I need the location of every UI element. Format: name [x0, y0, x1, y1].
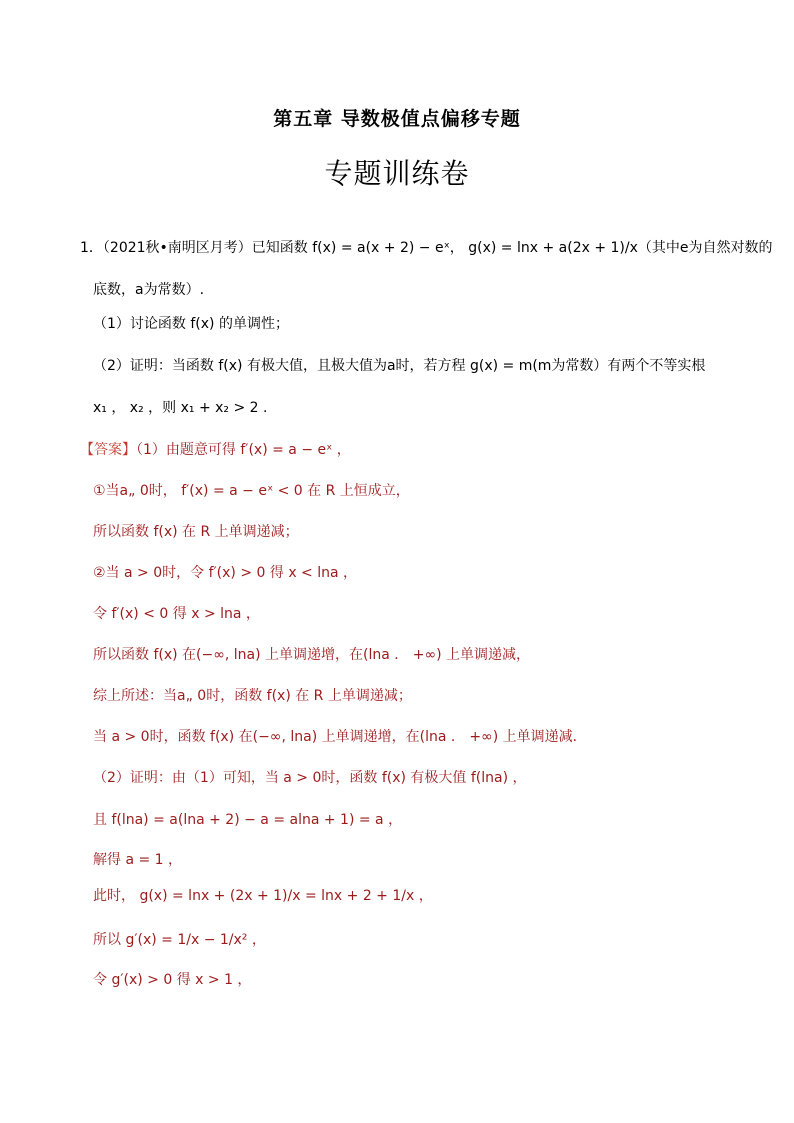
answer-case-1: ①当a„ 0时， f′(x) = a − eˣ < 0 在 R 上恒成立，: [93, 483, 410, 499]
answer-part2-line-5: 所以 g′(x) = 1/x − 1/x² ，: [93, 932, 266, 948]
answer-first-line: [80, 440, 351, 460]
answer-part2-line-3: 解得 a = 1 ，: [93, 852, 183, 868]
problem-line-1: 1．（2021秋•南明区月考）已知函数 f(x) = a(x + 2) − eˣ， g(x) = lnx + a(2x + 1)/x（其中e为自然对数的: [80, 240, 773, 256]
answer-case-2b: 令 f′(x) < 0 得 x > lna ，: [93, 606, 260, 622]
answer-case-2: ②当 a > 0时，令 f′(x) > 0 得 x < lna ，: [93, 565, 358, 581]
answer-part2-line-1: （2）证明：由（1）可知，当 a > 0时，函数 f(x) 有极大值 f(lna) ，: [93, 770, 527, 786]
answer-part2-line-6: 令 g′(x) > 0 得 x > 1 ，: [93, 972, 252, 988]
answer-tag: 【答案】: [80, 442, 136, 458]
problem-part-2-cont: x₁ ， x₂ ，则 x₁ + x₂ > 2 .: [93, 400, 268, 416]
answer-summary-2: 当 a > 0时，函数 f(x) 在(−∞, lna) 上单调递增，在(lna ． +∞) 上单调递减．: [93, 729, 587, 745]
answer-case-1b: 所以函数 f(x) 在 R 上单调递减；: [93, 524, 299, 540]
answer-part2-line-4: 此时， g(x) = lnx + (2x + 1)/x = lnx + 2 + 1/x ，: [93, 888, 433, 904]
chapter-title: 第五章 导数极值点偏移专题: [273, 108, 521, 130]
answer-line-1: （1）由题意可得 f′(x) = a − eˣ ，: [136, 442, 351, 458]
answer-summary-1: 综上所述：当a„ 0时，函数 f(x) 在 R 上单调递减；: [93, 688, 412, 704]
problem-part-2: （2）证明：当函数 f(x) 有极大值，且极大值为a时，若方程 g(x) = m(m为常数）有两个不等实根: [93, 358, 706, 374]
problem-line-2: 底数，a为常数）.: [93, 282, 205, 298]
answer-part2-line-2: 且 f(lna) = a(lna + 2) − a = alna + 1) = a ，: [93, 812, 403, 828]
problem-part-1: （1）讨论函数 f(x) 的单调性；: [93, 316, 289, 332]
page-subtitle: 专题训练卷: [324, 157, 470, 190]
answer-case-2c: 所以函数 f(x) 在(−∞, lna) 上单调递增，在(lna ． +∞) 上单调递减，: [93, 647, 531, 663]
